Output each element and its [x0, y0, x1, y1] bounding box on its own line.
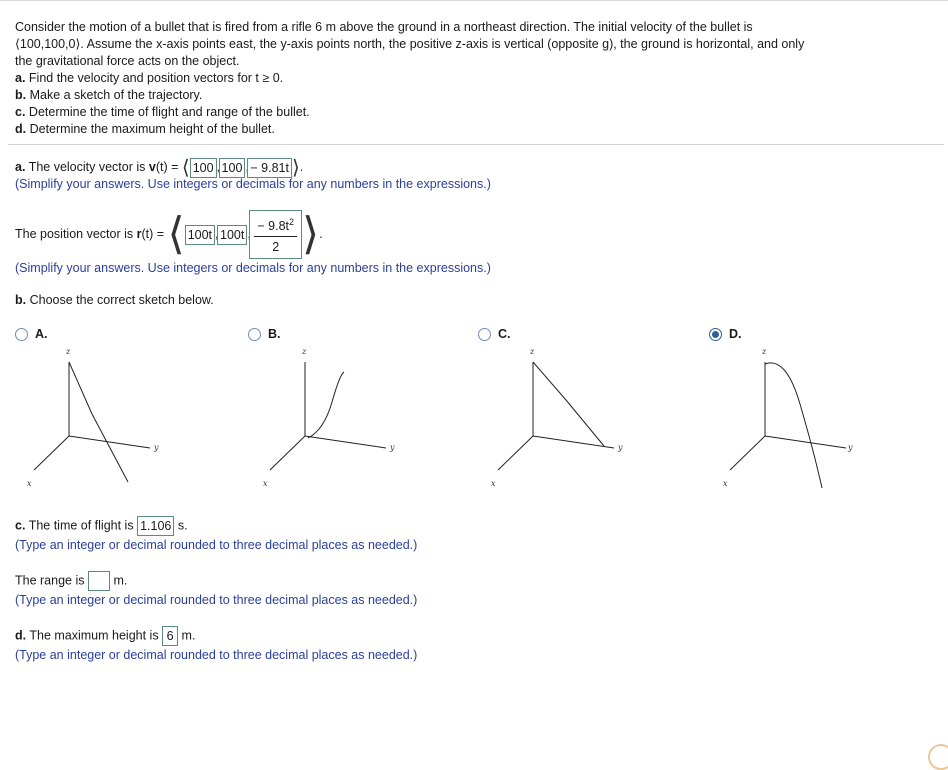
- sketch-b: [258, 344, 408, 494]
- sketch-b-graphic: [258, 344, 408, 494]
- max-height-unit: m.: [181, 628, 196, 643]
- sketch-c-graphic: [486, 344, 636, 494]
- problem-part-b: [15, 87, 935, 104]
- x-axis-label: x: [27, 479, 32, 488]
- numerator-text: − 9.8t: [257, 219, 289, 234]
- flight-time-answer[interactable]: 1.106: [137, 516, 174, 536]
- range-prefix: The range is: [15, 573, 88, 588]
- max-height-row: [15, 626, 195, 646]
- part-label: a.: [15, 71, 26, 85]
- part-label: d.: [15, 122, 27, 136]
- fraction-bar: [254, 236, 297, 237]
- max-height-answer[interactable]: 6: [162, 626, 178, 646]
- y-axis-label: y: [848, 443, 853, 452]
- right-angle-bracket: ⟩: [302, 209, 320, 259]
- part-label: c.: [15, 105, 26, 119]
- part-a-label: a.: [15, 159, 26, 174]
- trajectory-curve: [765, 363, 822, 488]
- top-frame: [0, 0, 948, 7]
- velocity-y-answer[interactable]: 100: [219, 158, 246, 178]
- y-axis-label: y: [618, 443, 623, 452]
- sketch-prompt: Choose the correct sketch below.: [29, 293, 214, 307]
- max-height-hint: (Type an integer or decimal rounded to three decimal places as needed.): [15, 648, 418, 662]
- problem-line: the gravitational force acts on the object.: [15, 54, 240, 68]
- sketch-a-graphic: [22, 344, 172, 494]
- x-axis-label: x: [263, 479, 268, 488]
- position-prefix: The position vector is: [15, 226, 137, 241]
- velocity-x-answer[interactable]: 100: [190, 158, 217, 178]
- problem-line: Consider the motion of a bullet that is fired from a rifle 6 m above the ground in a northeast direction. The initial velocity of the bullet is: [15, 20, 753, 34]
- z-axis-label: z: [66, 347, 71, 356]
- range-row: [15, 571, 127, 591]
- option-b-label: B.: [268, 327, 281, 341]
- part-text: Make a sketch of the trajectory.: [29, 88, 203, 102]
- sketch-a: [22, 344, 172, 494]
- sketch-c: [486, 344, 636, 494]
- option-d[interactable]: [709, 327, 742, 341]
- sketch-prompt-row: [15, 293, 214, 307]
- option-c[interactable]: [478, 327, 511, 341]
- velocity-prefix: The velocity vector is: [28, 159, 149, 174]
- flight-time-row: [15, 516, 188, 536]
- fraction-denominator: 2: [272, 240, 280, 255]
- part-text: Find the velocity and position vectors for t ≥ 0.: [28, 71, 284, 85]
- x-axis: [270, 436, 305, 470]
- selected-dot: [712, 331, 719, 338]
- fraction-numerator: [254, 214, 297, 234]
- part-text: Determine the time of flight and range of the bullet.: [28, 105, 310, 119]
- x-axis: [498, 436, 533, 470]
- section-divider: [8, 144, 944, 145]
- sketch-d-graphic: [718, 344, 868, 494]
- trajectory-curve: [69, 362, 128, 482]
- position-symbol: r: [136, 226, 142, 241]
- sketch-d: [718, 344, 868, 494]
- flight-time-hint: (Type an integer or decimal rounded to three decimal places as needed.): [15, 538, 418, 552]
- right-angle-bracket: ⟩: [291, 157, 300, 179]
- y-axis-label: y: [154, 443, 159, 452]
- problem-part-c: [15, 104, 935, 121]
- option-b-radio[interactable]: [248, 328, 261, 341]
- x-axis: [34, 436, 69, 470]
- position-row: The position vector is r(t) = ⟨ 100t , 100t , $\frac{- 9.8t^2}{2}$ ⟩.: [15, 209, 323, 259]
- range-unit: m.: [113, 573, 128, 588]
- y-axis: [765, 436, 846, 448]
- x-axis-label: x: [491, 479, 496, 488]
- x-axis: [730, 436, 765, 470]
- part-d-label: d.: [15, 628, 27, 643]
- option-d-radio[interactable]: [709, 328, 722, 341]
- velocity-symbol: v: [148, 159, 156, 174]
- part-label: b.: [15, 88, 27, 102]
- y-axis: [305, 436, 386, 448]
- left-angle-bracket: ⟨: [167, 209, 185, 259]
- trajectory-curve: [308, 372, 344, 438]
- velocity-z-answer[interactable]: − 9.81t: [247, 158, 292, 178]
- flight-time-prefix: The time of flight is: [28, 518, 138, 533]
- position-prefix-t: (t) =: [141, 226, 168, 241]
- option-b[interactable]: [248, 327, 281, 341]
- problem-line: ⟨100,100,0⟩. Assume the x-axis points east, the y-axis points north, the positive z-axis is vertical (opposite g), the ground is horizontal, and only: [15, 37, 805, 51]
- option-d-label: D.: [729, 327, 742, 341]
- numerator-exponent: 2: [289, 217, 295, 227]
- velocity-row: a. The velocity vector is v(t) = ⟨ 100 , 100 , − 9.81t ⟩.: [15, 157, 304, 179]
- option-c-label: C.: [498, 327, 511, 341]
- position-y-answer[interactable]: 100t: [217, 225, 247, 245]
- z-axis-label: z: [530, 347, 535, 356]
- part-text: Determine the maximum height of the bullet.: [29, 122, 275, 136]
- flight-time-unit: s.: [177, 518, 188, 533]
- y-axis: [533, 436, 614, 448]
- position-z-fraction: [254, 214, 297, 255]
- position-z-answer[interactable]: [249, 210, 302, 259]
- trajectory-line: [533, 362, 604, 446]
- z-axis-label: z: [302, 347, 307, 356]
- max-height-prefix: The maximum height is: [29, 628, 163, 643]
- position-hint: (Simplify your answers. Use integers or decimals for any numbers in the expressions.): [15, 261, 491, 275]
- option-c-radio[interactable]: [478, 328, 491, 341]
- left-angle-bracket: ⟨: [181, 157, 190, 179]
- part-b-label: b.: [15, 293, 27, 307]
- velocity-prefix-t: (t) =: [155, 159, 182, 174]
- velocity-hint: (Simplify your answers. Use integers or decimals for any numbers in the expressions.): [15, 177, 491, 191]
- position-x-answer[interactable]: 100t: [185, 225, 215, 245]
- z-axis-label: z: [762, 347, 767, 356]
- part-c-label: c.: [15, 518, 26, 533]
- option-a-radio[interactable]: [15, 328, 28, 341]
- loading-indicator: [928, 744, 948, 770]
- x-axis-label: x: [723, 479, 728, 488]
- range-input[interactable]: [88, 571, 110, 591]
- y-axis-label: y: [390, 443, 395, 452]
- problem-part-d: [15, 121, 935, 138]
- problem-statement: [15, 19, 935, 138]
- range-hint: (Type an integer or decimal rounded to three decimal places as needed.): [15, 593, 418, 607]
- problem-part-a: [15, 70, 935, 87]
- option-a-label: A.: [35, 327, 48, 341]
- option-a[interactable]: [15, 327, 48, 341]
